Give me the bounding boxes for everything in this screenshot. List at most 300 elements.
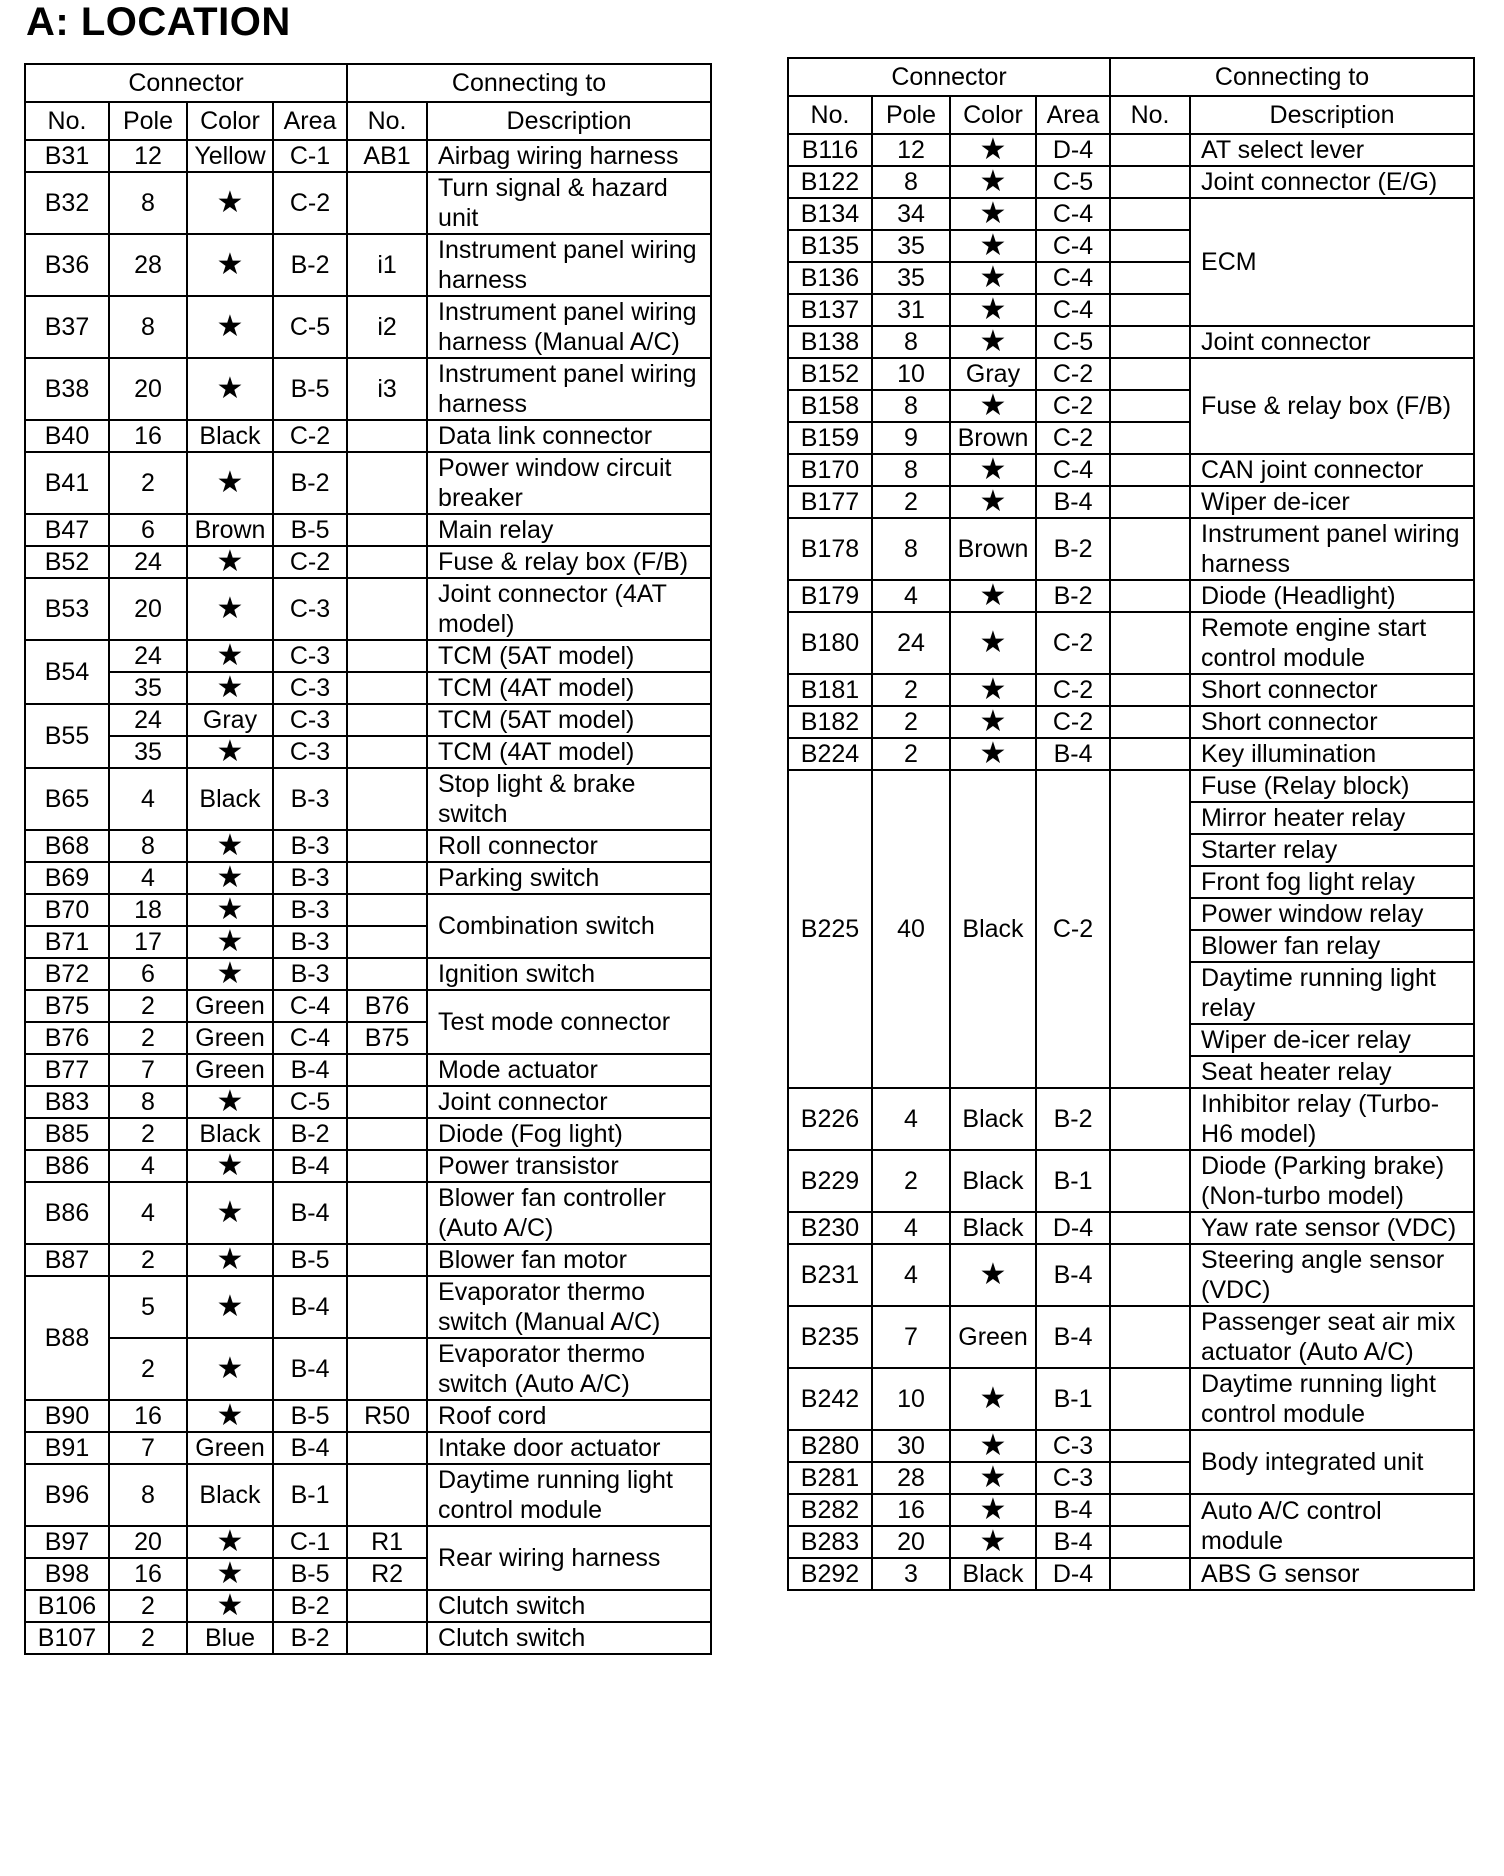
header-area: Area xyxy=(273,102,347,140)
pole-count: 2 xyxy=(872,486,950,518)
connecting-no xyxy=(1110,1558,1190,1590)
table-row xyxy=(788,738,1474,770)
star-icon: ★ xyxy=(950,294,1036,326)
connecting-no xyxy=(347,1150,427,1182)
pole-count: 6 xyxy=(109,514,187,546)
table-row xyxy=(788,1150,1474,1212)
connector-no: B31 xyxy=(25,140,109,172)
pole-count: 24 xyxy=(872,612,950,674)
connector-no: B181 xyxy=(788,674,872,706)
area-code: B-2 xyxy=(1036,1088,1110,1150)
pole-count: 6 xyxy=(109,958,187,990)
description: Stop light & brake switch xyxy=(427,768,711,830)
area-code: C-3 xyxy=(273,578,347,640)
star-icon: ★ xyxy=(187,1400,273,1432)
area-code: B-4 xyxy=(1036,1494,1110,1526)
star-icon: ★ xyxy=(187,172,273,234)
star-icon: ★ xyxy=(950,738,1036,770)
area-code: B-3 xyxy=(273,768,347,830)
table-row xyxy=(25,1432,711,1464)
star-icon: ★ xyxy=(950,262,1036,294)
header-area: Area xyxy=(1036,96,1110,134)
description: Joint connector xyxy=(427,1086,711,1118)
connector-no: B158 xyxy=(788,390,872,422)
header-connecting-to: Connecting to xyxy=(347,64,711,102)
pole-count: 4 xyxy=(872,1088,950,1150)
description: Wiper de-icer xyxy=(1190,486,1474,518)
star-icon: ★ xyxy=(950,706,1036,738)
star-icon: ★ xyxy=(187,1526,273,1558)
connecting-no xyxy=(1110,454,1190,486)
pole-count: 40 xyxy=(872,770,950,1088)
star-icon: ★ xyxy=(187,736,273,768)
area-code: B-1 xyxy=(273,1464,347,1526)
area-code: C-2 xyxy=(273,420,347,452)
connecting-no xyxy=(347,1590,427,1622)
table-row xyxy=(25,1182,711,1244)
description: Instrument panel wiring harness xyxy=(1190,518,1474,580)
connector-no: B38 xyxy=(25,358,109,420)
area-code: C-5 xyxy=(1036,326,1110,358)
area-code: B-4 xyxy=(1036,1306,1110,1368)
pole-count: 35 xyxy=(872,262,950,294)
connector-color: Black xyxy=(187,1464,273,1526)
connector-no: B225 xyxy=(788,770,872,1088)
pole-count: 2 xyxy=(109,1590,187,1622)
star-icon: ★ xyxy=(187,894,273,926)
connector-no: B68 xyxy=(25,830,109,862)
header-no: No. xyxy=(788,96,872,134)
table-row xyxy=(25,704,711,736)
table-row xyxy=(788,1306,1474,1368)
connector-color: Black xyxy=(950,1150,1036,1212)
area-code: B-3 xyxy=(273,926,347,958)
area-code: B-3 xyxy=(273,830,347,862)
table-row xyxy=(25,578,711,640)
pole-count: 35 xyxy=(109,736,187,768)
header-color: Color xyxy=(950,96,1036,134)
description: Roof cord xyxy=(427,1400,711,1432)
connecting-no xyxy=(347,958,427,990)
description: TCM (5AT model) xyxy=(427,704,711,736)
connector-no: B77 xyxy=(25,1054,109,1086)
connector-color: Green xyxy=(187,1022,273,1054)
star-icon: ★ xyxy=(187,546,273,578)
star-icon: ★ xyxy=(950,674,1036,706)
connecting-no xyxy=(1110,1368,1190,1430)
connector-no: B179 xyxy=(788,580,872,612)
description: Joint connector (E/G) xyxy=(1190,166,1474,198)
connecting-no xyxy=(1110,1526,1190,1558)
area-code: C-5 xyxy=(273,1086,347,1118)
description: Main relay xyxy=(427,514,711,546)
star-icon: ★ xyxy=(187,1182,273,1244)
connecting-no xyxy=(347,578,427,640)
pole-count: 7 xyxy=(109,1054,187,1086)
pole-count: 20 xyxy=(872,1526,950,1558)
area-code: B-2 xyxy=(1036,580,1110,612)
area-code: C-5 xyxy=(273,296,347,358)
area-code: C-2 xyxy=(273,546,347,578)
pole-count: 28 xyxy=(109,234,187,296)
connector-no: B152 xyxy=(788,358,872,390)
description: Seat heater relay xyxy=(1190,1056,1474,1088)
connecting-no xyxy=(1110,422,1190,454)
connecting-no xyxy=(1110,1430,1190,1462)
connector-color: Black xyxy=(950,770,1036,1088)
pole-count: 4 xyxy=(872,1212,950,1244)
connecting-no xyxy=(1110,1088,1190,1150)
connector-no: B182 xyxy=(788,706,872,738)
area-code: C-3 xyxy=(1036,1462,1110,1494)
area-code: C-1 xyxy=(273,140,347,172)
header-connector: Connector xyxy=(788,58,1110,96)
table-row xyxy=(25,296,711,358)
pole-count: 30 xyxy=(872,1430,950,1462)
star-icon: ★ xyxy=(187,296,273,358)
connector-no: B53 xyxy=(25,578,109,640)
pole-count: 8 xyxy=(872,326,950,358)
description: Airbag wiring harness xyxy=(427,140,711,172)
connecting-no xyxy=(1110,612,1190,674)
area-code: C-3 xyxy=(273,672,347,704)
description: Clutch switch xyxy=(427,1622,711,1654)
connector-color: Black xyxy=(950,1088,1036,1150)
table-row xyxy=(25,1054,711,1086)
star-icon: ★ xyxy=(950,580,1036,612)
pole-count: 2 xyxy=(109,1244,187,1276)
pole-count: 2 xyxy=(109,1022,187,1054)
star-icon: ★ xyxy=(187,1086,273,1118)
description: Short connector xyxy=(1190,706,1474,738)
connector-no: B87 xyxy=(25,1244,109,1276)
description: Fuse (Relay block) xyxy=(1190,770,1474,802)
pole-count: 2 xyxy=(109,990,187,1022)
connecting-no xyxy=(347,1432,427,1464)
connecting-no xyxy=(347,736,427,768)
table-row xyxy=(788,1430,1474,1462)
description: Mode actuator xyxy=(427,1054,711,1086)
connector-no: B47 xyxy=(25,514,109,546)
table-row xyxy=(25,140,711,172)
connector-no: B292 xyxy=(788,1558,872,1590)
connecting-no: R50 xyxy=(347,1400,427,1432)
connecting-no xyxy=(1110,390,1190,422)
area-code: B-4 xyxy=(1036,486,1110,518)
connector-no: B136 xyxy=(788,262,872,294)
header-connector: Connector xyxy=(25,64,347,102)
description: Data link connector xyxy=(427,420,711,452)
description: Power window relay xyxy=(1190,898,1474,930)
table-row xyxy=(788,1558,1474,1590)
description: Instrument panel wiring harness xyxy=(427,358,711,420)
table-row xyxy=(25,1150,711,1182)
connector-color: Black xyxy=(187,768,273,830)
connecting-no xyxy=(1110,706,1190,738)
table-row xyxy=(25,830,711,862)
connector-no: B281 xyxy=(788,1462,872,1494)
pole-count: 35 xyxy=(109,672,187,704)
connecting-no xyxy=(347,1338,427,1400)
description: Evaporator thermo switch (Manual A/C) xyxy=(427,1276,711,1338)
description: Blower fan relay xyxy=(1190,930,1474,962)
star-icon: ★ xyxy=(950,1244,1036,1306)
area-code: C-2 xyxy=(1036,706,1110,738)
connector-no: B229 xyxy=(788,1150,872,1212)
description: CAN joint connector xyxy=(1190,454,1474,486)
table-row xyxy=(788,706,1474,738)
area-code: C-3 xyxy=(273,704,347,736)
star-icon: ★ xyxy=(950,166,1036,198)
connecting-no: AB1 xyxy=(347,140,427,172)
table-row xyxy=(25,1338,711,1400)
connector-no: B83 xyxy=(25,1086,109,1118)
pole-count: 24 xyxy=(109,546,187,578)
pole-count: 9 xyxy=(872,422,950,454)
pole-count: 8 xyxy=(872,166,950,198)
pole-count: 3 xyxy=(872,1558,950,1590)
header-connecting-no: No. xyxy=(347,102,427,140)
connector-no: B75 xyxy=(25,990,109,1022)
table-row xyxy=(788,612,1474,674)
area-code: B-4 xyxy=(1036,1244,1110,1306)
connector-no: B134 xyxy=(788,198,872,230)
area-code: C-4 xyxy=(1036,230,1110,262)
area-code: B-2 xyxy=(1036,518,1110,580)
pole-count: 4 xyxy=(109,1150,187,1182)
table-row xyxy=(25,1526,711,1558)
pole-count: 2 xyxy=(109,1622,187,1654)
connector-color: Blue xyxy=(187,1622,273,1654)
connecting-no xyxy=(347,862,427,894)
area-code: B-2 xyxy=(273,234,347,296)
area-code: B-5 xyxy=(273,514,347,546)
star-icon: ★ xyxy=(187,1558,273,1590)
description: TCM (4AT model) xyxy=(427,736,711,768)
area-code: C-2 xyxy=(1036,674,1110,706)
table-row xyxy=(25,546,711,578)
connecting-no xyxy=(1110,1150,1190,1212)
connector-no: B40 xyxy=(25,420,109,452)
connector-no: B98 xyxy=(25,1558,109,1590)
connecting-no xyxy=(1110,738,1190,770)
pole-count: 4 xyxy=(109,768,187,830)
table-row xyxy=(25,990,711,1022)
area-code: C-2 xyxy=(1036,770,1110,1088)
connector-table-right xyxy=(787,57,1475,1591)
connector-no: B90 xyxy=(25,1400,109,1432)
star-icon: ★ xyxy=(950,1494,1036,1526)
description: Power transistor xyxy=(427,1150,711,1182)
connector-no: B280 xyxy=(788,1430,872,1462)
description: TCM (4AT model) xyxy=(427,672,711,704)
description: Rear wiring harness xyxy=(427,1526,711,1590)
connector-color: Green xyxy=(950,1306,1036,1368)
connector-no: B71 xyxy=(25,926,109,958)
table-row xyxy=(788,1368,1474,1430)
description: Inhibitor relay (Turbo-H6 model) xyxy=(1190,1088,1474,1150)
description: Intake door actuator xyxy=(427,1432,711,1464)
connector-color: Black xyxy=(950,1212,1036,1244)
pole-count: 31 xyxy=(872,294,950,326)
connector-no: B96 xyxy=(25,1464,109,1526)
area-code: D-4 xyxy=(1036,1212,1110,1244)
pole-count: 4 xyxy=(872,1244,950,1306)
connector-color: Black xyxy=(187,1118,273,1150)
table-row xyxy=(788,166,1474,198)
table-row xyxy=(788,518,1474,580)
table-row xyxy=(25,234,711,296)
area-code: C-2 xyxy=(1036,422,1110,454)
pole-count: 8 xyxy=(872,454,950,486)
description: Mirror heater relay xyxy=(1190,802,1474,834)
pole-count: 20 xyxy=(109,578,187,640)
table-row xyxy=(788,486,1474,518)
connecting-no xyxy=(1110,486,1190,518)
star-icon: ★ xyxy=(187,640,273,672)
pole-count: 8 xyxy=(109,830,187,862)
header-description: Description xyxy=(1190,96,1474,134)
area-code: B-4 xyxy=(273,1432,347,1464)
area-code: B-4 xyxy=(273,1276,347,1338)
connector-no: B178 xyxy=(788,518,872,580)
connecting-no xyxy=(1110,518,1190,580)
pole-count: 2 xyxy=(109,452,187,514)
connector-color: Green xyxy=(187,1432,273,1464)
star-icon: ★ xyxy=(950,454,1036,486)
pole-count: 8 xyxy=(109,1464,187,1526)
table-row xyxy=(25,1464,711,1526)
connecting-no xyxy=(347,1086,427,1118)
pole-count: 8 xyxy=(109,296,187,358)
connector-no: B107 xyxy=(25,1622,109,1654)
pole-count: 4 xyxy=(109,1182,187,1244)
connector-no: B52 xyxy=(25,546,109,578)
table-row xyxy=(25,1400,711,1432)
description: Roll connector xyxy=(427,830,711,862)
table-row xyxy=(25,894,711,926)
connector-color: Gray xyxy=(187,704,273,736)
header-color: Color xyxy=(187,102,273,140)
connecting-no xyxy=(1110,770,1190,1088)
connecting-no: R2 xyxy=(347,1558,427,1590)
connecting-no: i3 xyxy=(347,358,427,420)
area-code: C-2 xyxy=(1036,358,1110,390)
star-icon: ★ xyxy=(950,1526,1036,1558)
connecting-no xyxy=(347,1276,427,1338)
pole-count: 12 xyxy=(872,134,950,166)
area-code: C-3 xyxy=(273,736,347,768)
description: ABS G sensor xyxy=(1190,1558,1474,1590)
connecting-no xyxy=(347,1118,427,1150)
connecting-no xyxy=(347,1464,427,1526)
area-code: C-5 xyxy=(1036,166,1110,198)
description: Auto A/C control module xyxy=(1190,1494,1474,1558)
pole-count: 12 xyxy=(109,140,187,172)
description: Front fog light relay xyxy=(1190,866,1474,898)
description: Body integrated unit xyxy=(1190,1430,1474,1494)
description: Wiper de-icer relay xyxy=(1190,1024,1474,1056)
connecting-no xyxy=(347,1622,427,1654)
pole-count: 16 xyxy=(872,1494,950,1526)
pole-count: 8 xyxy=(109,172,187,234)
connecting-no xyxy=(347,172,427,234)
pole-count: 10 xyxy=(872,1368,950,1430)
table-row xyxy=(25,672,711,704)
description: Passenger seat air mix actuator (Auto A/C) xyxy=(1190,1306,1474,1368)
table-row xyxy=(25,420,711,452)
connector-no: B86 xyxy=(25,1150,109,1182)
connector-color: Gray xyxy=(950,358,1036,390)
star-icon: ★ xyxy=(950,1462,1036,1494)
connector-no: B242 xyxy=(788,1368,872,1430)
connecting-no xyxy=(347,546,427,578)
connecting-no xyxy=(1110,1244,1190,1306)
pole-count: 35 xyxy=(872,230,950,262)
description: Diode (Headlight) xyxy=(1190,580,1474,612)
pole-count: 4 xyxy=(109,862,187,894)
connector-no: B72 xyxy=(25,958,109,990)
description: Clutch switch xyxy=(427,1590,711,1622)
connecting-no xyxy=(1110,326,1190,358)
connecting-no xyxy=(347,640,427,672)
connector-no: B54 xyxy=(25,640,109,704)
pole-count: 34 xyxy=(872,198,950,230)
area-code: B-3 xyxy=(273,894,347,926)
area-code: B-2 xyxy=(273,1590,347,1622)
connector-no: B32 xyxy=(25,172,109,234)
area-code: D-4 xyxy=(1036,134,1110,166)
table-row xyxy=(25,640,711,672)
star-icon: ★ xyxy=(187,862,273,894)
table-row xyxy=(788,1494,1474,1526)
table-row xyxy=(25,1622,711,1654)
area-code: B-1 xyxy=(1036,1150,1110,1212)
description: Daytime running light control module xyxy=(1190,1368,1474,1430)
star-icon: ★ xyxy=(187,452,273,514)
page-title: A: LOCATION xyxy=(26,0,291,44)
star-icon: ★ xyxy=(187,578,273,640)
connector-no: B65 xyxy=(25,768,109,830)
description: Ignition switch xyxy=(427,958,711,990)
table-row xyxy=(788,1088,1474,1150)
description: Key illumination xyxy=(1190,738,1474,770)
area-code: C-3 xyxy=(273,640,347,672)
star-icon: ★ xyxy=(187,1276,273,1338)
description: Combination switch xyxy=(427,894,711,958)
connector-no: B116 xyxy=(788,134,872,166)
header-description: Description xyxy=(427,102,711,140)
connecting-no xyxy=(1110,230,1190,262)
connecting-no xyxy=(1110,262,1190,294)
connecting-no: B76 xyxy=(347,990,427,1022)
connecting-no: R1 xyxy=(347,1526,427,1558)
connector-no: B76 xyxy=(25,1022,109,1054)
description: Fuse & relay box (F/B) xyxy=(427,546,711,578)
table-row xyxy=(25,768,711,830)
connecting-no xyxy=(347,672,427,704)
table-row xyxy=(788,134,1474,166)
pole-count: 7 xyxy=(109,1432,187,1464)
description: Remote engine start control module xyxy=(1190,612,1474,674)
connector-no: B283 xyxy=(788,1526,872,1558)
connector-no: B70 xyxy=(25,894,109,926)
description: ECM xyxy=(1190,198,1474,326)
connecting-no xyxy=(1110,358,1190,390)
description: Blower fan controller (Auto A/C) xyxy=(427,1182,711,1244)
star-icon: ★ xyxy=(950,1430,1036,1462)
description: AT select lever xyxy=(1190,134,1474,166)
